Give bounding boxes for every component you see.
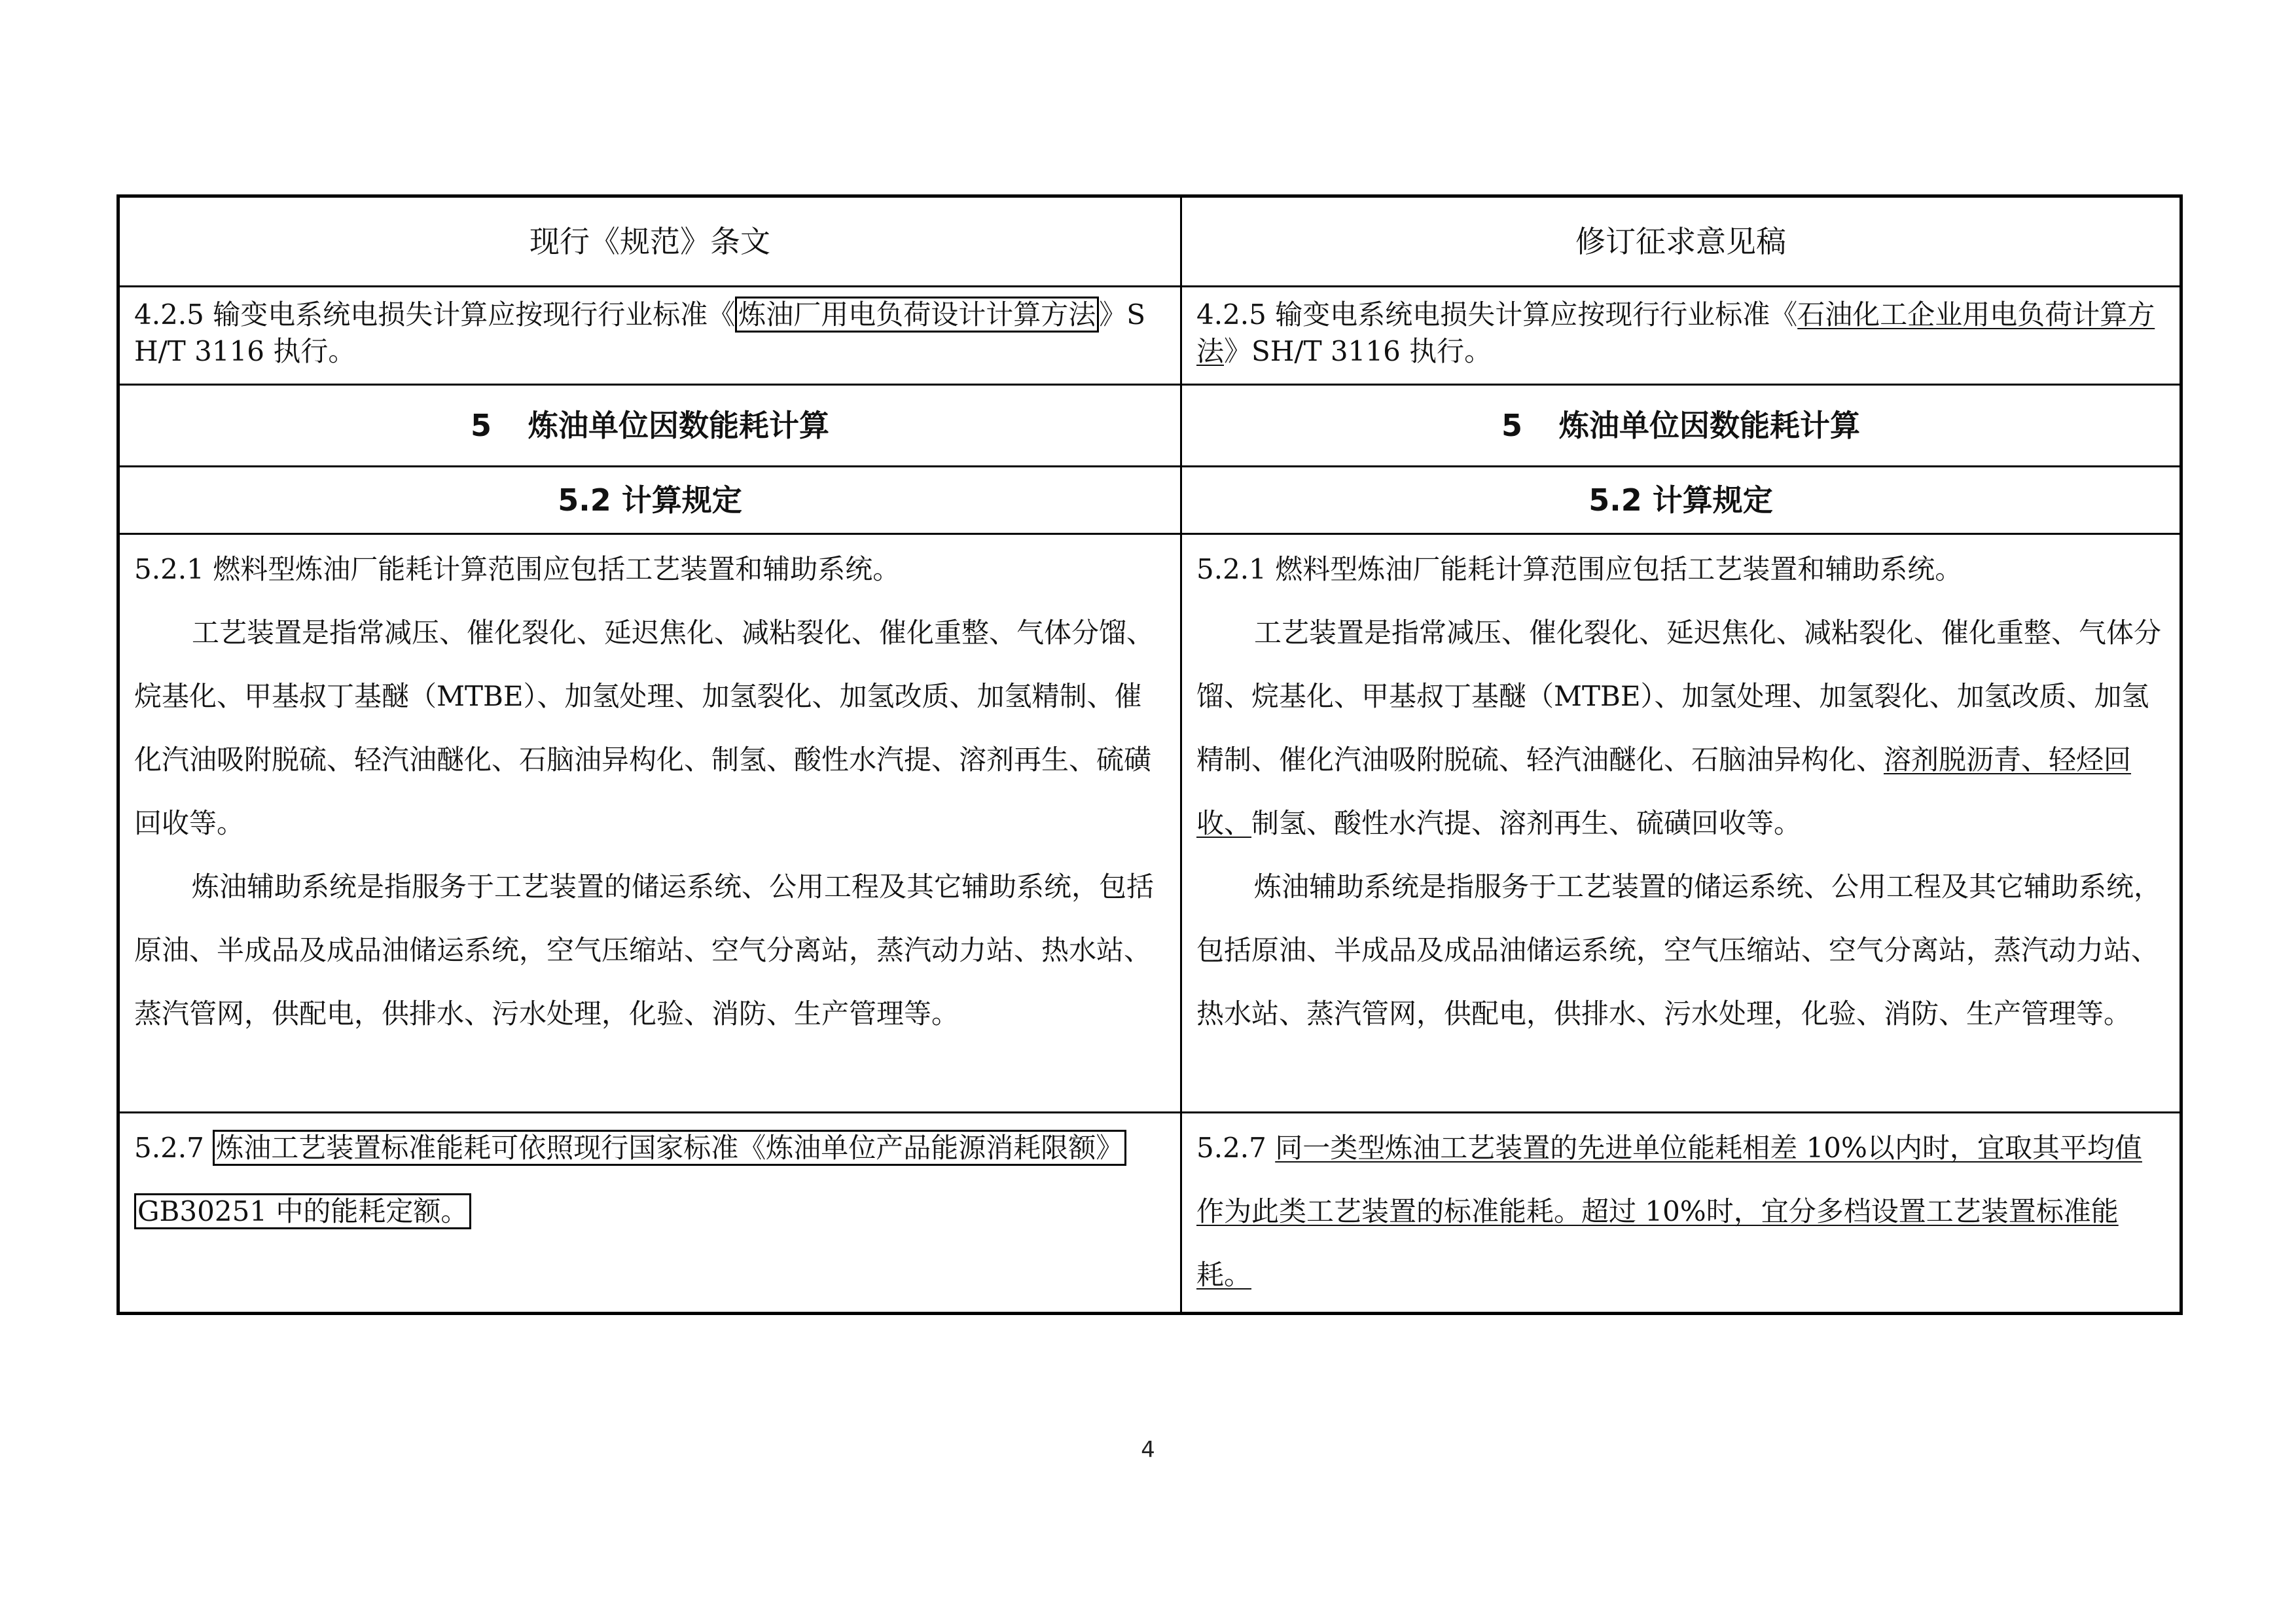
header-current-spec: 现行《规范》条文	[118, 196, 1181, 287]
table-row	[118, 534, 2181, 1113]
clause-paragraph: 炼油辅助系统是指服务于工艺装置的储运系统、公用工程及其它辅助系统，包括原油、半成品及成品油储运系统，空气压缩站、空气分离站，蒸汽动力站、热水站、蒸汽管网，供配电，供排水、污水处理，化验、消防、生产管理等。	[1196, 871, 2162, 1030]
section-5-heading-current	[118, 385, 1181, 467]
comparison-table	[117, 194, 2183, 1315]
table-row	[118, 287, 2181, 385]
clause-text-prefix: 工艺装置是指常减压、催化裂化、延迟焦化、减粘裂化、催化重整、气体分馏、烷基化、甲基叔丁基醚（MTBE）、加氢处理、加氢裂化、加氢改质、加氢精制、催化汽油吸附脱硫、轻汽油醚化、石脑油异构化、	[1196, 617, 2162, 776]
section-number: 5	[1501, 408, 1522, 443]
section-5-2-heading-revised: 5.2 计算规定	[1181, 467, 2181, 534]
section-5-2-heading-current: 5.2 计算规定	[118, 467, 1181, 534]
clause-text-suffix: 》SH/T 3116 执行。	[1224, 335, 1492, 367]
underlined-revised-text: 同一类型炼油工艺装置的先进单位能耗相差 10%以内时，宜取其平均值作为此类工艺装置的标准能耗。超过 10%时，宜分多档设置工艺装置标准能耗。	[1196, 1132, 2142, 1291]
section-title: 炼油单位因数能耗计算	[1559, 408, 1860, 443]
clause-paragraph: 5.2.1 燃料型炼油厂能耗计算范围应包括工艺装置和辅助系统。	[1196, 553, 1963, 585]
section-heading-row	[118, 385, 2181, 467]
clause-5-2-7-revised	[1181, 1113, 2181, 1314]
table-header-row	[118, 196, 2181, 287]
clause-text-prefix: 4.2.5 输变电系统电损失计算应按现行行业标准《	[1196, 298, 1798, 331]
header-revision-draft: 修订征求意见稿	[1181, 196, 2181, 287]
boxed-changed-text: 炼油厂用电负荷设计计算方法	[735, 297, 1099, 333]
clause-number: 5.2.7	[134, 1132, 213, 1164]
clause-4-2-5-revised	[1181, 287, 2181, 385]
clause-paragraph: 炼油辅助系统是指服务于工艺装置的储运系统、公用工程及其它辅助系统，包括原油、半成品及成品油储运系统，空气压缩站、空气分离站，蒸汽动力站、热水站、蒸汽管网，供配电，供排水、污水处理，化验、消防、生产管理等。	[134, 871, 1155, 1030]
clause-text-suffix: 》SH/T 3116 执行。	[134, 298, 1146, 367]
boxed-changed-text: 炼油工艺装置标准能耗可依照现行国家标准《炼油单位产品能源消耗限额》	[213, 1130, 1126, 1166]
clause-paragraph: 5.2.1 燃料型炼油厂能耗计算范围应包括工艺装置和辅助系统。	[134, 553, 901, 585]
underlined-revised-text: 石油化工企业用电负荷计算方法	[1196, 298, 2155, 367]
subsection-heading-row	[118, 467, 2181, 534]
section-5-heading-revised	[1181, 385, 2181, 467]
clause-text-prefix: 4.2.5 输变电系统电损失计算应按现行行业标准《	[134, 298, 736, 331]
clause-number: 5.2.7	[1196, 1132, 1276, 1164]
clause-paragraph	[1196, 601, 2165, 855]
page-number: 4	[1141, 1437, 1155, 1463]
clause-5-2-1-current	[118, 534, 1181, 1113]
section-title: 炼油单位因数能耗计算	[528, 408, 829, 443]
clause-paragraph: 工艺装置是指常减压、催化裂化、延迟焦化、减粘裂化、催化重整、气体分馏、烷基化、甲基叔丁基醚（MTBE）、加氢处理、加氢裂化、加氢改质、加氢精制、催化汽油吸附脱硫、轻汽油醚化、石脑油异构化、制氢、酸性水汽提、溶剂再生、硫磺回收等。	[134, 617, 1155, 839]
section-number: 5	[470, 408, 492, 443]
boxed-changed-text: GB30251 中的能耗定额。	[134, 1193, 471, 1229]
clause-5-2-7-current	[118, 1113, 1181, 1314]
clause-text-suffix: 制氢、酸性水汽提、溶剂再生、硫磺回收等。	[1251, 807, 1802, 839]
table-row	[118, 1113, 2181, 1314]
underlined-revised-text: 溶剂脱沥青、轻烃回收、	[1196, 744, 2132, 839]
clause-4-2-5-current	[118, 287, 1181, 385]
clause-5-2-1-revised	[1181, 534, 2181, 1113]
